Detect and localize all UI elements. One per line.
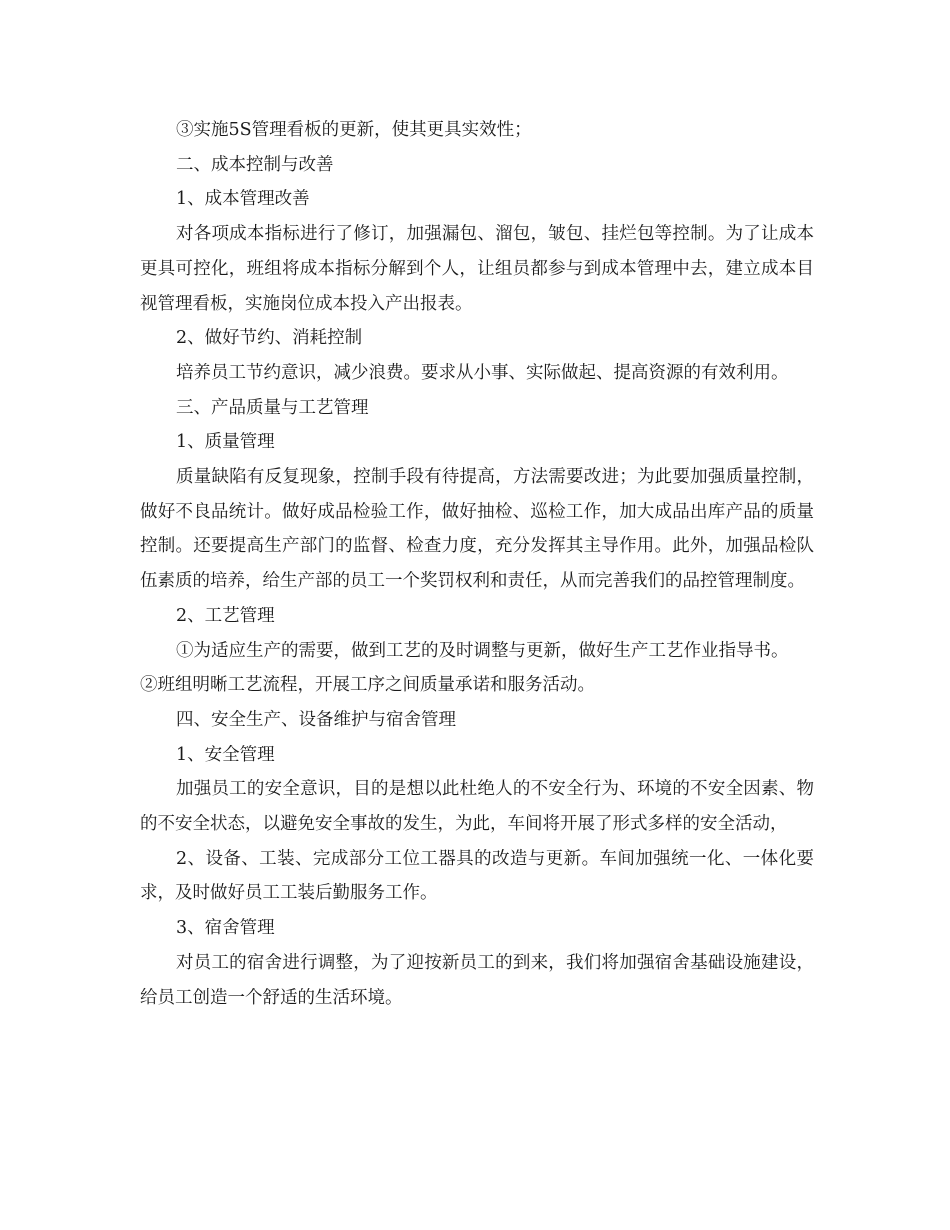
- subheading-process-management: 2、工艺管理: [176, 605, 275, 626]
- paragraph-equipment-tooling: 2、设备、工装、完成部分工位工器具的改造与更新。车间加强统一化、一体化要求，及时做好员工工装后勤服务工作。: [140, 848, 814, 904]
- subheading-dorm-management: 3、宿舍管理: [176, 918, 275, 939]
- paragraph-dorm-management: 对员工的宿舍进行调整，为了迎按新员工的到来，我们将加强宿舍基础设施建设，给员工创造一个舒适的生活环境。: [140, 952, 814, 1008]
- paragraph-safety-management: 加强员工的安全意识，目的是想以此杜绝人的不安全行为、环境的不安全因素、物的不安全状态，以避免安全事故的发生，为此，车间将开展了形式多样的安全活动，: [140, 779, 814, 835]
- subheading-safety-management: 1、安全管理: [176, 744, 275, 765]
- heading-cost-control: 二、成本控制与改善: [176, 154, 334, 175]
- heading-safety-equipment-dorm: 四、安全生产、设备维护与宿舍管理: [176, 709, 456, 730]
- paragraph-cost-management: 对各项成本指标进行了修订，加强漏包、溜包，皱包、挂烂包等控制。为了让成本更具可控化，班组将成本指标分解到个人，让组员都参与到成本管理中去，建立成本目视管理看板，实施岗位成本投入产出报表。: [140, 224, 814, 314]
- heading-quality-process: 三、产品质量与工艺管理: [176, 397, 369, 418]
- paragraph-5s-board: ③实施5S管理看板的更新，使其更具实效性；: [176, 120, 532, 140]
- paragraph-process-update: ①为适应生产的需要，做到工艺的及时调整与更新，做好生产工艺作业指导书。: [176, 640, 789, 661]
- subheading-cost-management: 1、成本管理改善: [176, 189, 310, 210]
- paragraph-process-flow: ②班组明晰工艺流程，开展工序之间质量承诺和服务活动。: [140, 675, 595, 696]
- paragraph-quality-management: 质量缺陷有反复现象，控制手段有待提高，方法需要改进；为此要加强质量控制，做好不良品统计。做好成品检验工作，做好抽检、巡检工作，加大成品出库产品的质量控制。还要提高生产部门的监督、检查力度，充分发挥其主导作用。此外，加强品检队伍素质的培养，给生产部的员工一个奖罚权利和责任，从而完善我们的品控管理制度。: [140, 467, 814, 592]
- paragraph-saving-consumption: 培养员工节约意识，减少浪费。要求从小事、实际做起、提高资源的有效利用。: [176, 362, 789, 383]
- document-body: [140, 113, 814, 1015]
- subheading-quality-management: 1、质量管理: [176, 432, 275, 453]
- subheading-saving-consumption: 2、做好节约、消耗控制: [176, 328, 363, 349]
